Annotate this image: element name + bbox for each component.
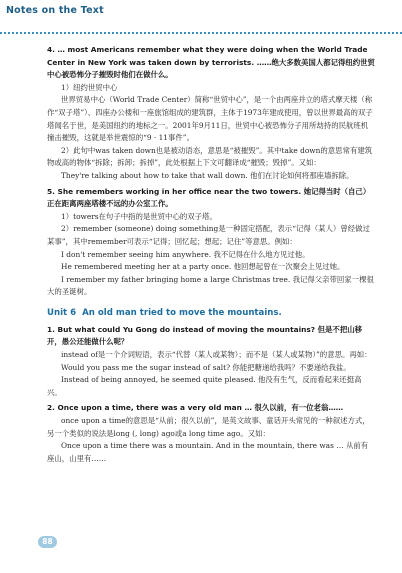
- note-heading-text: 5. She remembers working in her office near the two towers. 她记得当时（自己）正在距离两座塔楼不远的办公室工作。: [47, 186, 371, 209]
- section-title: Notes on the Text: [6, 5, 104, 16]
- note-paragraph: 1）towers在句子中指的是世贸中心的双子塔。: [61, 211, 217, 221]
- note-paragraph: once upon a time的意思是“从前；很久以前”，是英文故事、童话开头常见的一种叙述方式，另一个类似的说法是long (, long) ago或a long time ago。又如：: [47, 416, 370, 438]
- note-paragraph: I don't remember seeing him anywhere. 我不记得在什么地方见过他。: [61, 249, 310, 259]
- unit-heading: [47, 307, 375, 320]
- note-paragraph: Instead of being annoyed, he seemed quite pleased. 他没有生气，反而看起来还挺高兴。: [47, 375, 362, 397]
- note-paragraph: I remember my father bringing home a large Christmas tree. 我记得父亲带回家一棵很大的圣诞树。: [47, 274, 374, 297]
- note-heading-text: 2. Once upon a time, there was a very old man … 很久以前，有一位老翁……: [47, 403, 344, 413]
- page-number: 88: [38, 536, 57, 548]
- note-paragraph: 世界贸易中心（World Trade Center）简称“世贸中心”，是一个由两座并立的塔式摩天楼（称作“双子塔”）、四座办公楼和一座旅馆组成的建筑群，主体于1973年建成使用，曾以世界最高的双子塔闻名于世，是美国纽约的地标之一。2001年9月11日，世贸中心被恐怖分子用所劫持的民航班机撞击摧毁，这就是举世震惊的“9 · 11事件”。: [47, 95, 373, 143]
- dotted-divider: [0, 32, 402, 34]
- note-paragraph: instead of是一个介词短语，表示“代替（某人或某物）；而不是（某人或某物）”的意思。再如：: [61, 350, 372, 360]
- note-heading: [47, 324, 375, 349]
- note-paragraph: Once upon a time there was a mountain. And in the mountain, there was … 从前有座山，山里有……: [47, 441, 369, 463]
- note-paragraph: Would you pass me the sugar instead of salt? 你能把糖递给我吗？不要递给我盐。: [61, 362, 351, 372]
- note-heading-text: 1. But what could Yu Gong do instead of moving the mountains? 但是不把山移开，愚公还能做什么呢？: [47, 324, 362, 347]
- note-paragraph: 2）此句中was taken down也是被动语态，意思是“被摧毁”。其中take down的意思常有建筑物或高的物体“拆除；拆卸；拆掉”，此处根据上下文可翻译成“摧毁；毁掉”。又如：: [47, 145, 373, 168]
- note-paragraph: 2）remember (someone) doing something是一种固定搭配，表示“记得（某人）曾经做过某事”，其中remember可表示“记得；回忆起；想起；记住”等意思。例如：: [47, 224, 370, 246]
- note-paragraph: They're talking about how to take that wall down. 他们在讨论如何将那座墙拆除。: [61, 170, 354, 180]
- unit-title: An old man tried to move the mountains.: [82, 307, 282, 318]
- note-paragraph: He remembered meeting her at a party once. 他回想起曾在一次聚会上见过她。: [61, 262, 345, 272]
- note-heading: [47, 186, 375, 211]
- watermark: [380, 60, 398, 180]
- note-heading: [47, 44, 375, 82]
- note-heading: [47, 402, 375, 415]
- note-heading-text: 4. … most Americans remember what they were doing when the World Trade Center in New York was taken down by terrorists. ……绝大多数美国人都记得纽约世贸中心被恐怖分子摧毁时他们在做什么。: [47, 45, 375, 80]
- notes-body: [47, 44, 375, 465]
- page-header: [0, 0, 402, 38]
- unit-number: Unit 6: [47, 307, 77, 318]
- note-paragraph: 1）纽约世贸中心: [61, 82, 118, 92]
